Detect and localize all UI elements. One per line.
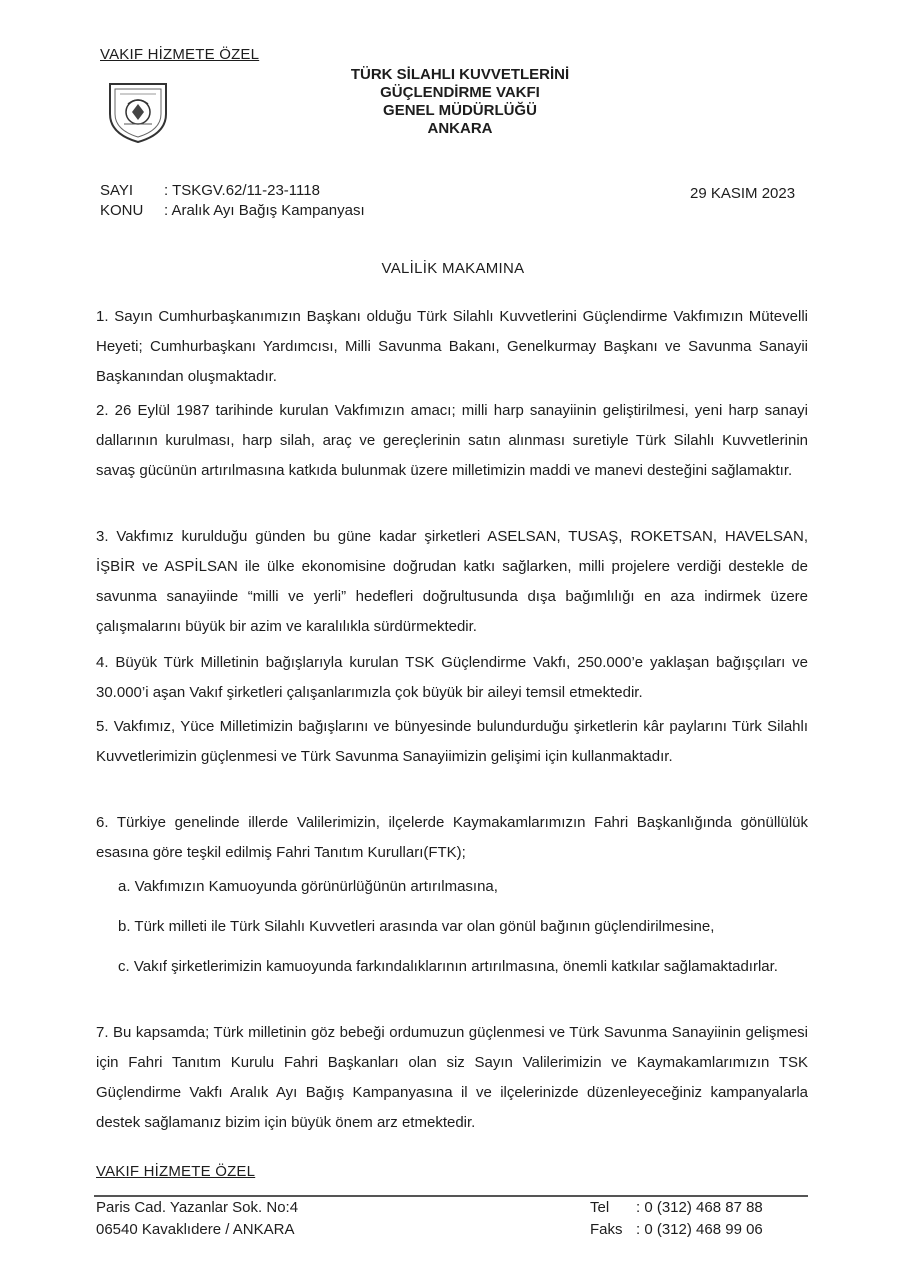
foundation-logo (104, 78, 172, 146)
classification-top: VAKIF HİZMETE ÖZEL (100, 46, 260, 63)
document-date: 29 KASIM 2023 (690, 185, 796, 202)
header-line-4: ANKARA (427, 120, 493, 137)
fax-row (590, 1219, 763, 1241)
paragraph-3: 3. Vakfımız kurulduğu günden bu güne kadar şirketleri ASELSAN, TUSAŞ, ROKETSAN, HAVELSAN, İŞBİR ve ASPİLSAN ile ülke ekonomisine doğrudan katkı sağlarken, milli projelere verdiği destekle de savunma sanayiinde “milli ve yerli” hedefleri doğrultusunda dışa bağımlılığı en aza indirmek üzere çalışmalarını büyük bir azim ve karalılıkla sürdürmektedir. (96, 528, 808, 635)
address-line-1: Paris Cad. Yazanlar Sok. No:4 (96, 1199, 299, 1216)
emblem-icon (104, 78, 172, 146)
tel-value: : 0 (312) 468 87 88 (636, 1199, 763, 1216)
list-item-a: a. Vakfımızın Kamuoyunda görünürlüğünün artırılmasına, (118, 878, 498, 895)
sayi-label: SAYI (100, 182, 134, 199)
footer-address (96, 1197, 298, 1241)
header-line-2: GÜÇLENDİRME VAKFI (380, 84, 540, 101)
list-item-b: b. Türk milleti ile Türk Silahlı Kuvvetleri arasında var olan gönül bağının güçlendirilmesine, (118, 918, 715, 935)
list-item-c: c. Vakıf şirketlerimizin kamuoyunda farkındalıklarının artırılmasına, önemli katkılar sağlamaktadırlar. (118, 958, 778, 975)
paragraph-5: 5. Vakfımız, Yüce Milletimizin bağışlarını ve bünyesinde bulundurduğu şirketlerin kâr paylarını Türk Silahlı Kuvvetlerimizin güçlenmesi ve Türk Savunma Sanayiimizin gelişimi için kullanmaktadır. (96, 718, 808, 765)
paragraph-4: 4. Büyük Türk Milletinin bağışlarıyla kurulan TSK Güçlendirme Vakfı, 250.000’e yaklaşan bağışçıları ve 30.000’i aşan Vakıf şirketleri çalışanlarımızla çok büyük bir aileyi temsil etmektedir. (96, 654, 808, 701)
subject-row (100, 201, 365, 221)
footer-contact (590, 1197, 763, 1241)
sayi-value: : TSKGV.62/11-23-1118 (164, 182, 320, 199)
tel-row (590, 1197, 763, 1219)
recipient: VALİLİK MAKAMINA (381, 260, 525, 277)
tel-label: Tel (590, 1199, 610, 1216)
header-line-3: GENEL MÜDÜRLÜĞÜ (383, 102, 537, 119)
reference-number-row (100, 181, 365, 201)
fax-label: Faks (590, 1221, 623, 1238)
paragraph-7: 7. Bu kapsamda; Türk milletinin göz bebeği ordumuzun güçlenmesi ve Türk Savunma Sanayiinin gelişmesi için Fahri Tanıtım Kurulu Fahri Başkanları olan siz Sayın Valilerimizin ve Kaymakamlarımızın TSK Güçlendirme Vakfı Aralık Ayı Bağış Kampanyasına il ve ilçelerinizde düzenleyeceğiniz kampanyalarla destek sağlamanız bizim için büyük önem arz etmektedir. (96, 1024, 808, 1131)
paragraph-2: 2. 26 Eylül 1987 tarihinde kurulan Vakfımızın amacı; milli harp sanayiinin geliştirilmesi, yeni harp sanayi dallarının kurulması, harp silah, araç ve gereçlerinin satın alınması suretiyle Türk Silahlı Kuvvetlerinin savaş gücünün artırılmasına katkıda bulunmak üzere milletimizin maddi ve manevi desteğini sağlamaktır. (96, 402, 808, 479)
document-meta (100, 181, 365, 221)
paragraph-6: 6. Türkiye genelinde illerde Valilerimizin, ilçelerde Kaymakamlarımızın Fahri Başkanlığında gönüllülük esasına göre teşkil edilmiş Fahri Tanıtım Kurulları(FTK); (96, 814, 808, 861)
konu-value: : Aralık Ayı Bağış Kampanyası (164, 202, 365, 219)
paragraph-1: 1. Sayın Cumhurbaşkanımızın Başkanı olduğu Türk Silahlı Kuvvetlerini Güçlendirme Vakfımızın Mütevelli Heyeti; Cumhurbaşkanı Yardımcısı, Milli Savunma Bakanı, Genelkurmay Başkanı ve Savunma Sanayii Başkanından oluşmaktadır. (96, 308, 808, 385)
organization-header (300, 66, 620, 138)
address-line-2: 06540 Kavaklıdere / ANKARA (96, 1221, 295, 1238)
header-line-1: TÜRK SİLAHLI KUVVETLERİNİ (350, 66, 570, 83)
konu-label: KONU (100, 202, 144, 219)
fax-value: : 0 (312) 468 99 06 (636, 1221, 763, 1238)
classification-bottom: VAKIF HİZMETE ÖZEL (96, 1163, 256, 1180)
